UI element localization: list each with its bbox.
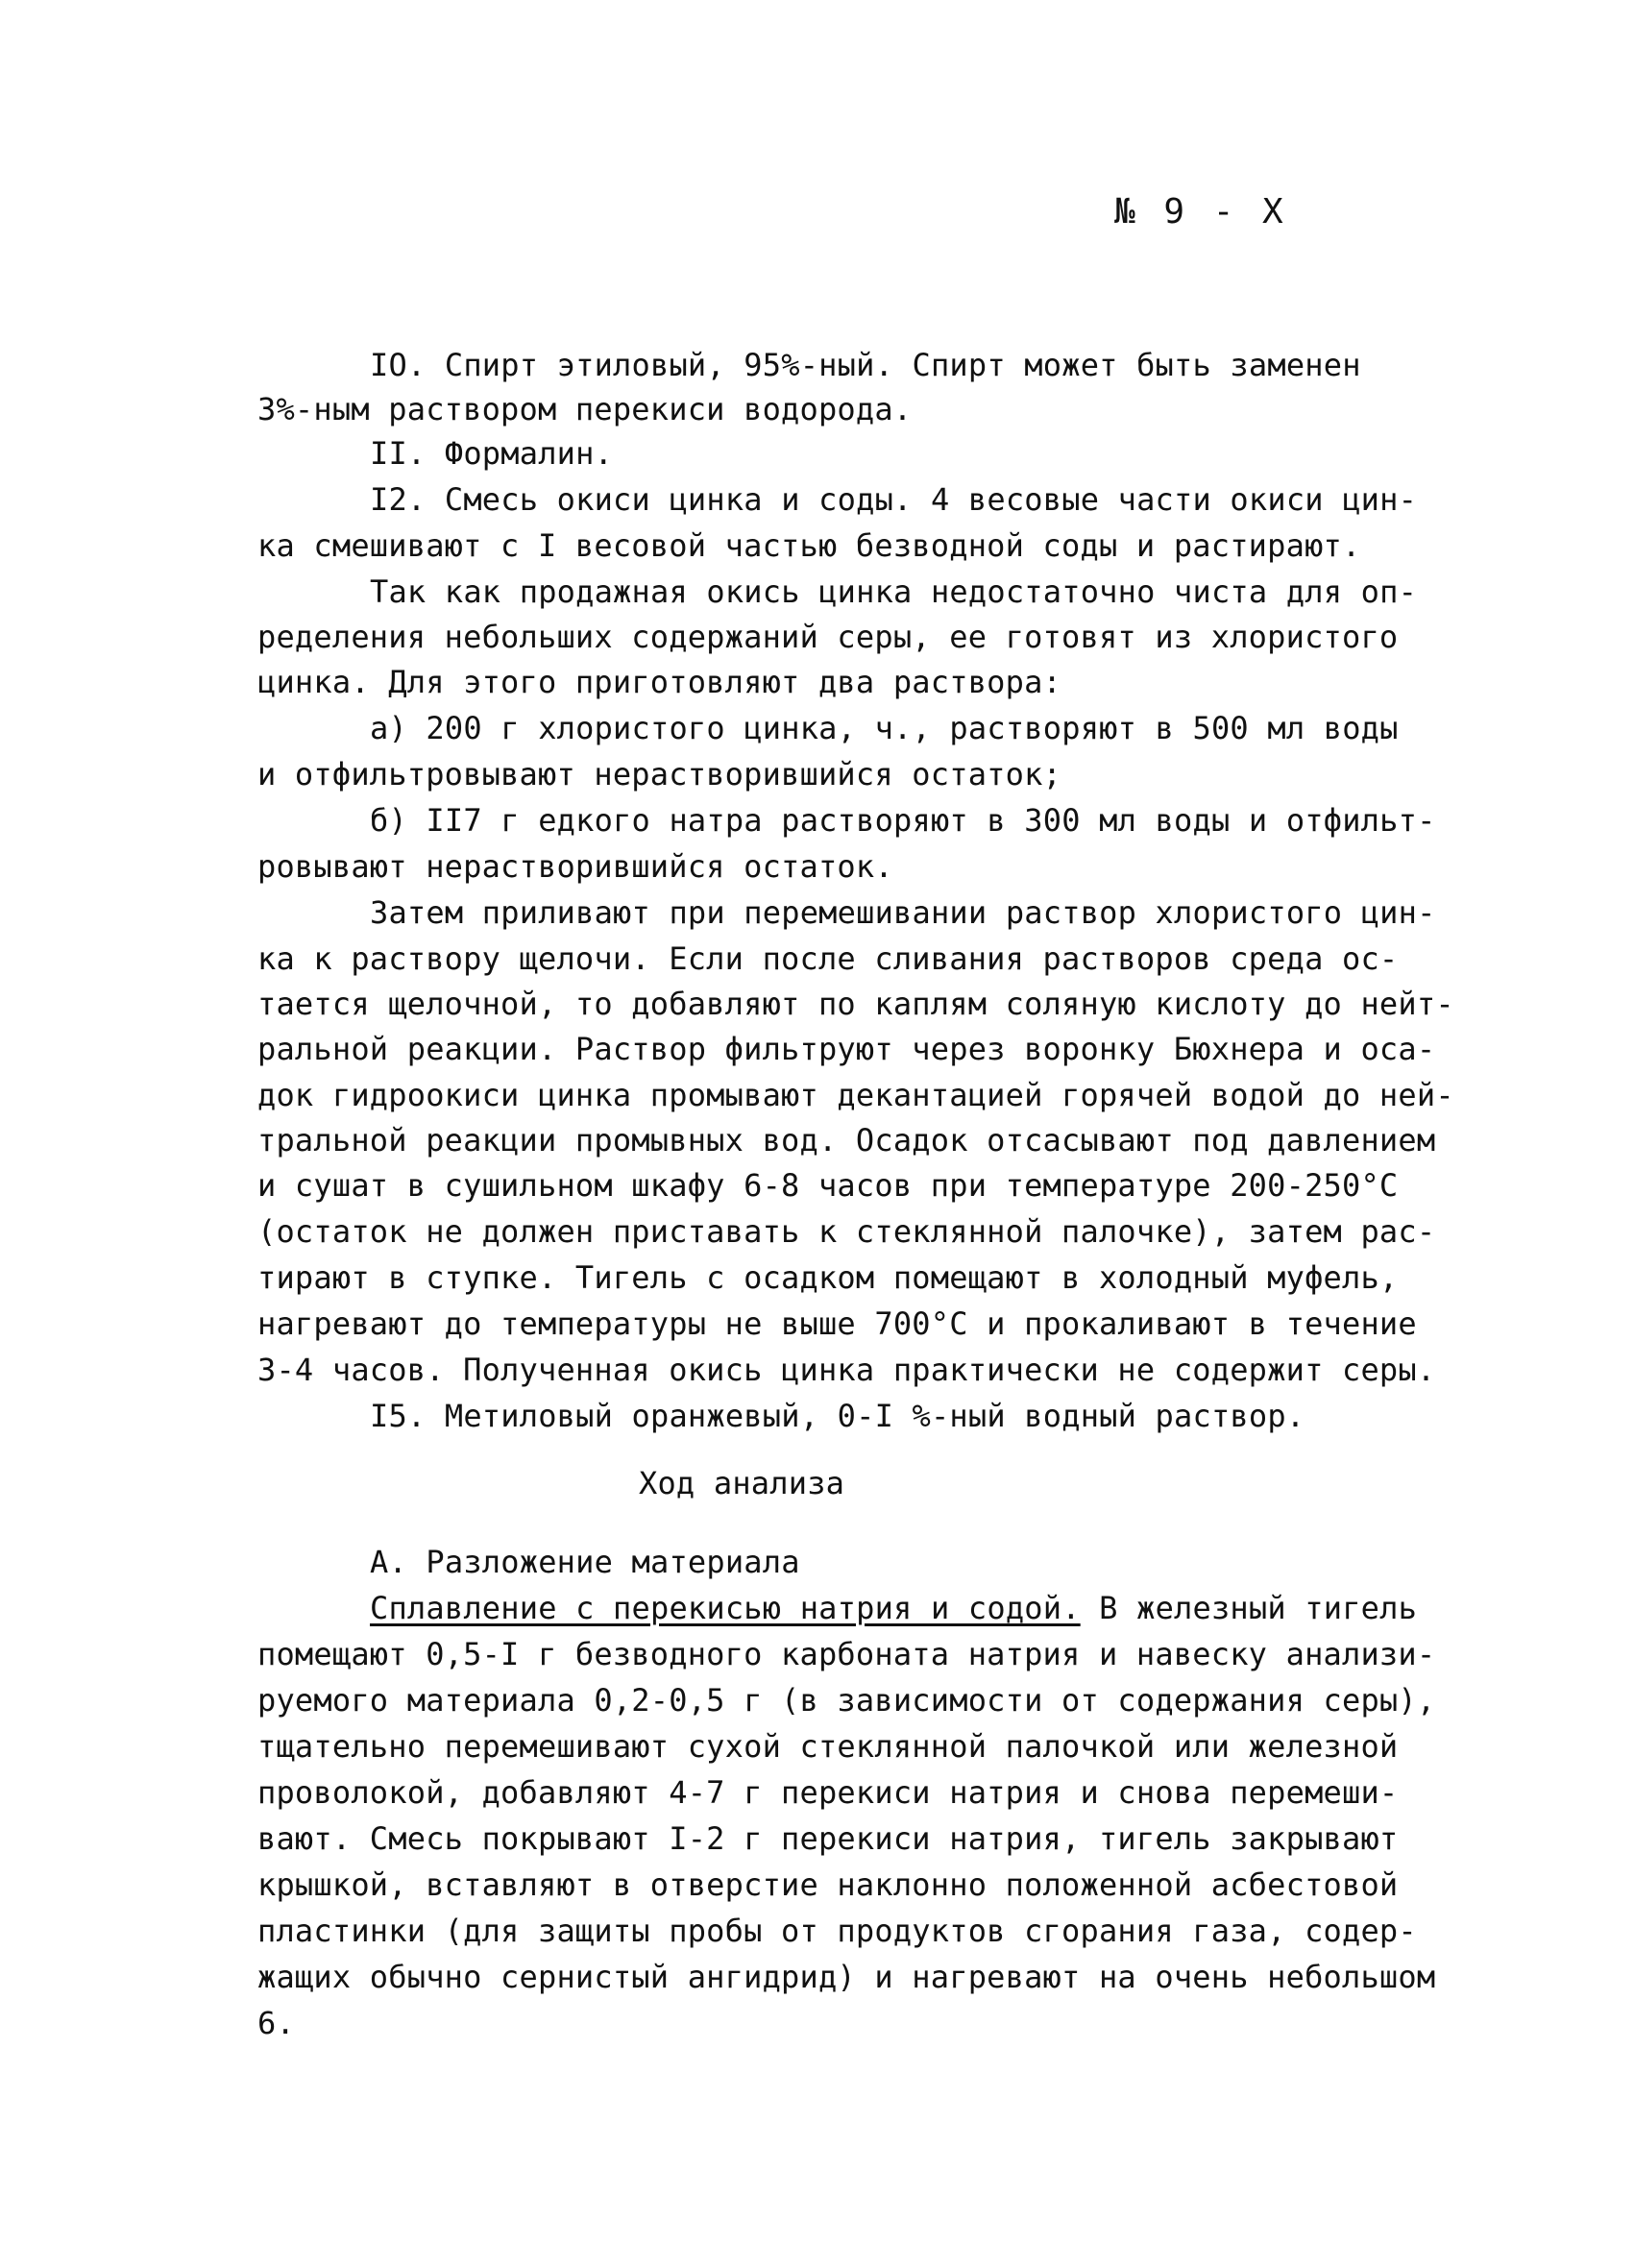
- text-line: ральной реакции. Раствор фильтруют через воронку Бюхнера и оса-: [257, 1031, 1436, 1067]
- text-line: пластинки (для защиты пробы от продуктов сгорания газа, содер-: [257, 1913, 1417, 1949]
- text-line: проволокой, добавляют 4-7 г перекиси натрия и снова перемеши-: [257, 1774, 1399, 1811]
- text-line: тирают в ступке. Тигель с осадком помещают в холодный муфель,: [257, 1259, 1399, 1296]
- text-line: руемого материала 0,2-0,5 г (в зависимости от содержания серы),: [257, 1682, 1436, 1719]
- text-line: 3%-ным раствором перекиси водорода.: [257, 391, 913, 427]
- text-line: I5. Метиловый оранжевый, 0-I %-ный водный раствор.: [370, 1398, 1305, 1434]
- text-line: вают. Смесь покрывают I-2 г перекиси натрия, тигель закрывают: [257, 1820, 1399, 1857]
- text-line: II. Формалин.: [370, 435, 614, 472]
- text-line: и отфильтровывают нерастворившийся остаток;: [257, 756, 1062, 793]
- page-number: 6.: [257, 2005, 295, 2041]
- method-title: Сплавление с перекисью натрия и содой.: [370, 1590, 1081, 1626]
- text-line: ка к раствору щелочи. Если после сливания растворов среда ос-: [257, 940, 1399, 977]
- document-number: № 9 - X: [1114, 192, 1287, 232]
- text-line: (остаток не должен приставать к стеклянной палочке), затем рас-: [257, 1213, 1436, 1250]
- text-line: а) 200 г хлористого цинка, ч., растворяют в 500 мл воды: [370, 710, 1399, 746]
- text-line: В железный тигель: [1080, 1590, 1418, 1626]
- text-line: ка смешивают с I весовой частью безводной соды и растирают.: [257, 527, 1361, 564]
- text-line: Затем приливают при перемешивании раствор хлористого цин-: [370, 894, 1436, 931]
- text-line: тщательно перемешивают сухой стеклянной палочкой или железной: [257, 1728, 1399, 1765]
- text-line: б) II7 г едкого натра растворяют в 300 мл воды и отфильт-: [370, 802, 1436, 839]
- method-line: [370, 1589, 1417, 1627]
- text-line: помещают 0,5-I г безводного карбоната натрия и навеску анализи-: [257, 1636, 1436, 1672]
- text-line: тральной реакции промывных вод. Осадок отсасывают под давлением: [257, 1122, 1436, 1158]
- subsection-heading: А. Разложение материала: [370, 1544, 800, 1580]
- text-line: цинка. Для этого приготовляют два раствора:: [257, 664, 1062, 700]
- text-line: и сушат в сушильном шкафу 6-8 часов при температуре 200-250°С: [257, 1167, 1399, 1204]
- text-line: 3-4 часов. Полученная окись цинка практически не содержит серы.: [257, 1352, 1436, 1388]
- text-line: ределения небольших содержаний серы, ее готовят из хлористого: [257, 619, 1399, 655]
- section-heading: Ход анализа: [639, 1465, 845, 1501]
- text-line: I2. Смесь окиси цинка и соды. 4 весовые части окиси цин-: [370, 481, 1418, 518]
- text-line: нагревают до температуры не выше 700°С и прокаливают в течение: [257, 1305, 1417, 1342]
- text-line: док гидроокиси цинка промывают декантацией горячей водой до ней-: [257, 1077, 1454, 1113]
- text-line: жащих обычно сернистый ангидрид) и нагревают на очень небольшом: [257, 1959, 1436, 1995]
- text-line: ровывают нерастворившийся остаток.: [257, 848, 893, 885]
- text-line: крышкой, вставляют в отверстие наклонно положенной асбестовой: [257, 1866, 1399, 1903]
- text-line: тается щелочной, то добавляют по каплям соляную кислоту до нейт-: [257, 986, 1454, 1022]
- text-line: Так как продажная окись цинка недостаточно чиста для оп-: [370, 573, 1418, 610]
- text-line: IO. Спирт этиловый, 95%-ный. Спирт может быть заменен: [370, 347, 1361, 383]
